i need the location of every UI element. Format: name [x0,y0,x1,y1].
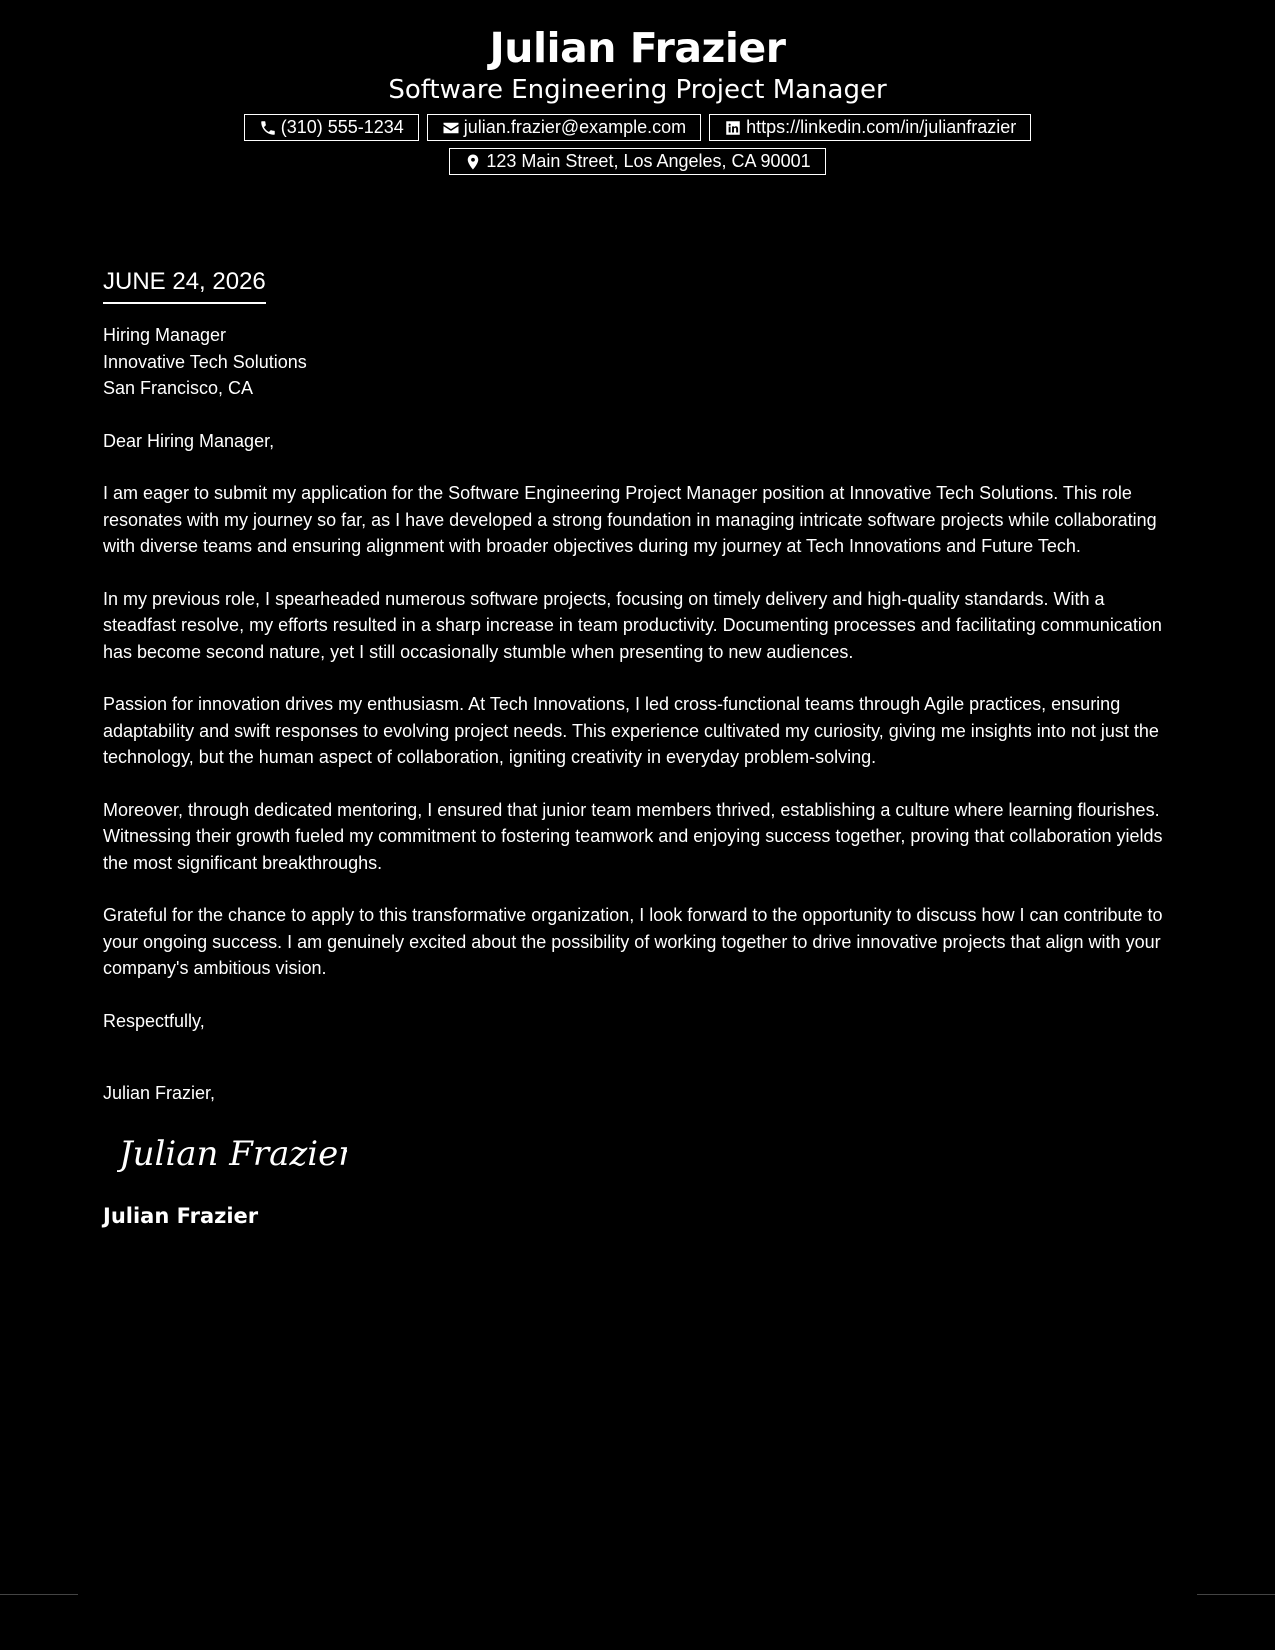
recipient-block [103,322,1178,402]
phone-text: (310) 555-1234 [280,117,404,137]
contact-row-1 [0,114,1275,141]
linkedin-chip[interactable] [709,114,1031,141]
recipient-line: Hiring Manager [103,325,227,345]
phone-chip[interactable] [244,114,419,141]
body-paragraph: Moreover, through dedicated mentoring, I ensured that junior team members thrived, establishing a culture where learning flourishes. Witnessing their growth fueled my commitment to fostering teamwork and enjoying success together, proving that collaboration yields the most significant breakthroughs. [103,799,1163,873]
email-chip[interactable] [427,114,701,141]
envelope-icon [442,119,460,137]
email-text: julian.frazier@example.com [463,117,687,137]
body-paragraph: I am eager to submit my application for the Software Engineering Project Manager position at Innovative Tech Solutions. This role resonates with my journey so far, as I have developed a strong foundation in managing intricate software projects while collaborating with diverse teams and ensuring alignment with broader objectives during my journey at Tech Innovations and Future Tech. [103,483,1157,556]
letter-header [0,22,1275,182]
letter-date: JUNE 24, 2026 [103,266,266,304]
phone-icon [259,119,277,137]
job-title: Software Engineering Project Manager [388,75,887,105]
signature-text: Julian Frazier [119,1133,347,1174]
applicant-name: Julian Frazier [489,24,786,72]
footer-divider-right [1197,1594,1275,1595]
address-text: 123 Main Street, Los Angeles, CA 90001 [486,151,811,171]
signoff-name: Julian Frazier, [103,1083,216,1103]
linkedin-icon [724,119,742,137]
linkedin-text: https://linkedin.com/in/julianfrazier [746,117,1017,137]
handwritten-signature [117,1125,347,1181]
recipient-line: Innovative Tech Solutions [103,351,307,372]
body-paragraph: In my previous role, I spearheaded numerous software projects, focusing on timely delivery and high-quality standards. With a steadfast resolve, my efforts resulted in a sharp increase in team productivity. Documenting processes and facilitating communication has become second nature, yet I still occasionally stumble when presenting to new audiences. [103,588,1162,662]
map-pin-icon [464,153,482,171]
body-paragraph: Passion for innovation drives my enthusiasm. At Tech Innovations, I led cross-functional teams through Agile practices, ensuring adaptability and swift responses to evolving project needs. This experience cultivated my curiosity, giving me insights into not just the technology, but the human aspect of collaboration, igniting creativity in everyday problem-solving. [103,694,1159,767]
printed-name: Julian Frazier [103,1204,259,1228]
address-chip[interactable] [449,148,825,175]
body-paragraph: Grateful for the chance to apply to this transformative organization, I look forward to the opportunity to discuss how I can contribute to your ongoing success. I am genuinely excited about the possibility of working together to drive innovative projects that align with your company's ambitious vision. [103,905,1163,978]
salutation: Dear Hiring Manager, [103,430,275,451]
closing: Respectfully, [103,1010,205,1031]
letter-body [103,266,1178,1230]
recipient-line: San Francisco, CA [103,378,254,398]
contact-row-2 [0,148,1275,175]
footer-divider-left [0,1594,78,1595]
